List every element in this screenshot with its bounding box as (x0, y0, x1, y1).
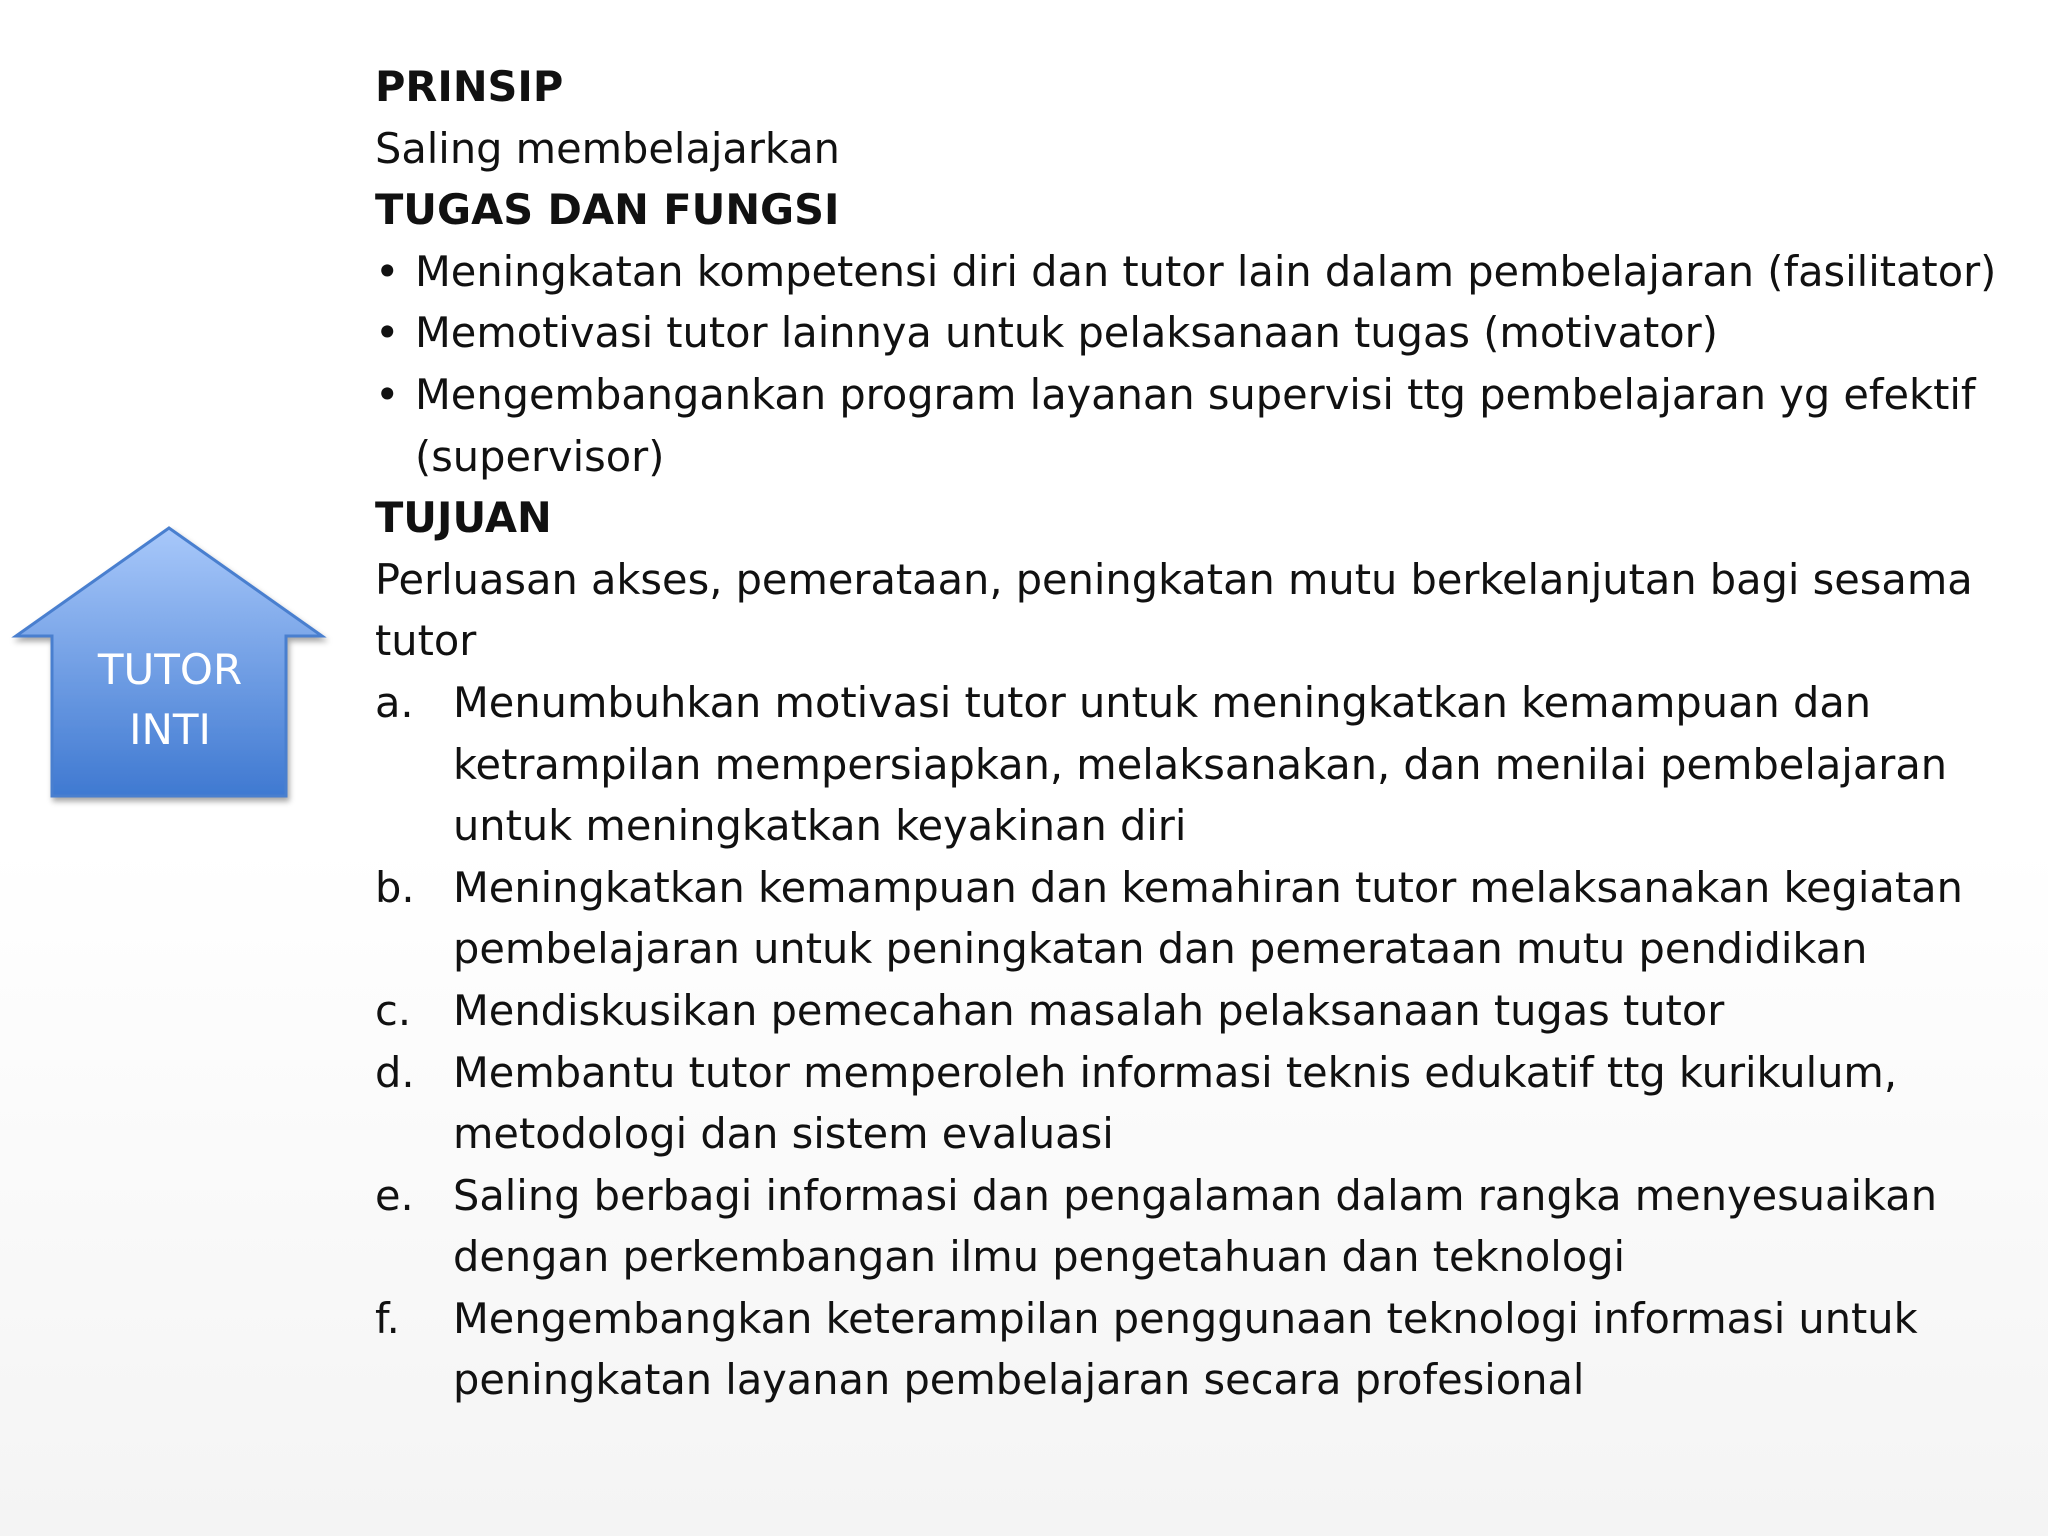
slide-body (375, 56, 2030, 1411)
tujuan-item-text: Saling berbagi informasi dan pengalaman dalam rangka menyesuaikan dengan perkembangan ilmu pengetahuan dan teknologi (453, 1170, 1938, 1282)
tujuan-heading: TUJUAN (375, 493, 552, 543)
tujuan-item (375, 980, 2030, 1042)
tujuan-item-text: Meningkatkan kemampuan dan kemahiran tutor melaksanakan kegiatan pembelajaran untuk peningkatan dan pemerataan mutu pendidikan (453, 862, 1963, 974)
list-marker: e. (375, 1170, 414, 1220)
list-marker: c. (375, 985, 412, 1035)
tugas-item-text: Mengembangankan program layanan supervisi ttg pembelajaran yg efektif (supervisor) (415, 369, 1976, 481)
tujuan-item-text: Mendiskusikan pemecahan masalah pelaksanaan tugas tutor (453, 985, 1725, 1035)
tujuan-item (375, 1165, 2030, 1288)
tujuan-text: Perluasan akses, pemerataan, peningkatan mutu berkelanjutan bagi sesama tutor (375, 554, 1973, 666)
prinsip-text: Saling membelajarkan (375, 123, 840, 173)
tugas-item (375, 302, 2030, 364)
tujuan-item (375, 672, 2030, 857)
prinsip-heading: PRINSIP (375, 62, 564, 111)
tujuan-item-text: Membantu tutor memperoleh informasi teknis edukatif ttg kurikulum, metodologi dan sistem evaluasi (453, 1047, 1898, 1159)
list-marker: f. (375, 1293, 400, 1343)
list-marker: b. (375, 862, 415, 912)
tujuan-item-text: Mengembangkan keterampilan penggunaan teknologi informasi untuk peningkatan layanan pembelajaran secara profesional (453, 1293, 1918, 1405)
tutor-inti-label-line1: TUTOR (97, 645, 243, 694)
tujuan-list (375, 672, 2030, 1411)
tugas-list (375, 241, 2030, 487)
list-marker: d. (375, 1047, 415, 1097)
tujuan-item (375, 857, 2030, 980)
tutor-inti-label-line2: INTI (129, 705, 211, 754)
tugas-item (375, 241, 2030, 303)
tutor-inti-label (52, 640, 288, 760)
tujuan-item (375, 1042, 2030, 1165)
bullet-marker: • (375, 246, 400, 296)
tugas-item (375, 364, 2030, 487)
bullet-marker: • (375, 369, 400, 419)
tujuan-item-text: Menumbuhkan motivasi tutor untuk meningkatkan kemampuan dan ketrampilan mempersiapkan, melaksanakan, dan menilai pembelajaran untuk meningkatkan keyakinan diri (453, 677, 1948, 851)
tugas-item-text: Meningkatan kompetensi diri dan tutor lain dalam pembelajaran (fasilitator) (415, 246, 1997, 296)
tugas-heading: TUGAS DAN FUNGSI (375, 185, 840, 235)
bullet-marker: • (375, 308, 400, 358)
tujuan-item (375, 1288, 2030, 1411)
list-marker: a. (375, 677, 414, 727)
tugas-item-text: Memotivasi tutor lainnya untuk pelaksanaan tugas (motivator) (415, 308, 1718, 358)
